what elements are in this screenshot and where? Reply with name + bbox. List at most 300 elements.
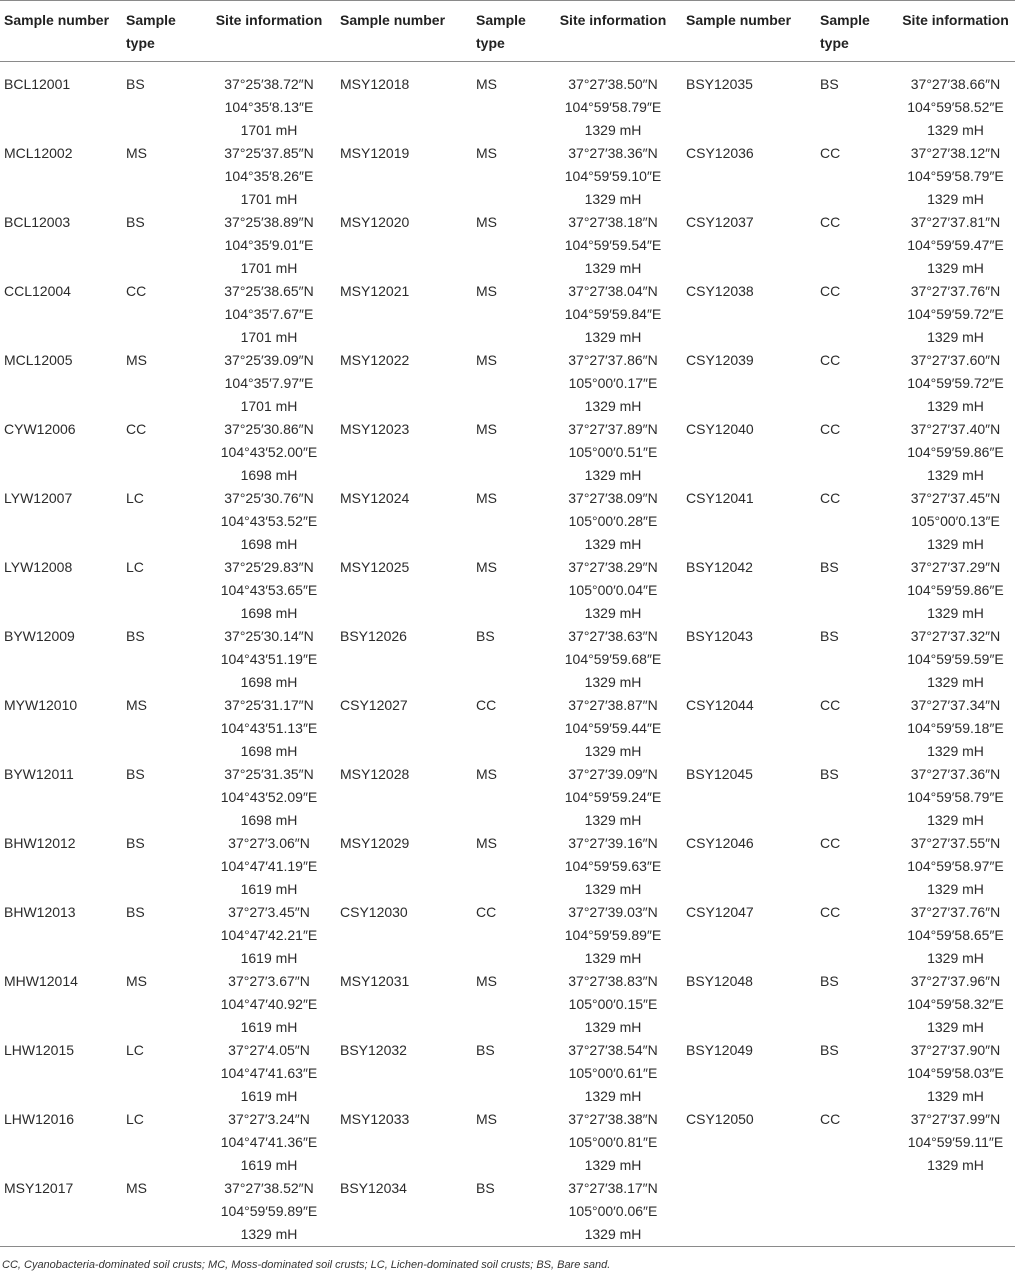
sample-number-cell: MSY12021 — [340, 283, 410, 299]
site-information-cell — [202, 211, 336, 280]
site-information-cell — [202, 625, 336, 694]
latitude-text: 37°27′37.40″N — [910, 421, 1001, 437]
latitude-text: 37°27′38.66″N — [910, 76, 1001, 92]
latitude-text: 37°27′38.18″N — [568, 214, 658, 230]
site-information-cell — [202, 901, 336, 970]
table-row — [0, 901, 1015, 970]
sample-type-cell: CC — [126, 421, 147, 437]
sample-number-cell: MSY12018 — [340, 76, 410, 92]
latitude-text: 37°27′37.34″N — [910, 697, 1001, 713]
altitude-text: 1329 mH — [584, 122, 642, 138]
longitude-text: 104°59′59.10″E — [564, 168, 662, 184]
longitude-text: 104°59′59.86″E — [907, 582, 1004, 598]
latitude-text: 37°27′37.99″N — [910, 1111, 1001, 1127]
latitude-text: 37°27′38.50″N — [568, 76, 658, 92]
table-header-row — [0, 1, 1015, 62]
site-information-cell — [896, 763, 1015, 832]
sample-number-cell: CSY12036 — [686, 145, 754, 161]
sample-type-cell: MS — [126, 145, 147, 161]
sample-type-cell: CC — [820, 214, 841, 230]
longitude-text: 104°59′58.65″E — [907, 927, 1004, 943]
latitude-text: 37°27′37.76″N — [910, 904, 1001, 920]
longitude-text: 105°00′0.61″E — [568, 1065, 658, 1081]
longitude-text: 105°00′0.81″E — [568, 1134, 658, 1150]
sample-type-cell: MS — [126, 1180, 147, 1196]
sample-type-cell: BS — [476, 1042, 495, 1058]
site-information-cell — [544, 625, 682, 694]
sample-number-cell: MSY12019 — [340, 145, 410, 161]
altitude-text: 1329 mH — [927, 398, 984, 414]
table-row — [0, 487, 1015, 556]
longitude-text: 104°35′7.97″E — [224, 375, 314, 391]
latitude-text: 37°27′3.45″N — [228, 904, 310, 920]
altitude-text: 1329 mH — [927, 812, 984, 828]
sample-type-cell: MS — [476, 1111, 497, 1127]
sample-type-cell: BS — [820, 559, 839, 575]
altitude-text: 1329 mH — [927, 1019, 984, 1035]
sample-number-cell: CSY12038 — [686, 283, 754, 299]
site-information-cell — [896, 280, 1015, 349]
altitude-text: 1329 mH — [584, 1088, 642, 1104]
latitude-text: 37°27′38.87″N — [568, 697, 658, 713]
table-row — [0, 418, 1015, 487]
table-row — [0, 211, 1015, 280]
altitude-text: 1329 mH — [584, 743, 642, 759]
sample-type-cell: MS — [476, 421, 497, 437]
table-row — [0, 280, 1015, 349]
sample-type-cell: BS — [126, 904, 145, 920]
header-sample-number: Sample number — [340, 12, 446, 28]
altitude-text: 1698 mH — [240, 467, 298, 483]
sample-number-cell: MSY12029 — [340, 835, 410, 851]
sample-number-cell: BSY12035 — [686, 76, 753, 92]
latitude-text: 37°27′37.29″N — [910, 559, 1001, 575]
table-row — [0, 349, 1015, 418]
latitude-text: 37°25′31.17″N — [224, 697, 314, 713]
longitude-text: 104°47′40.92″E — [220, 996, 318, 1012]
sample-number-cell: CSY12050 — [686, 1111, 754, 1127]
sample-type-cell: MS — [476, 214, 497, 230]
altitude-text: 1329 mH — [927, 674, 984, 690]
sample-number-cell: CSY12046 — [686, 835, 754, 851]
altitude-text: 1619 mH — [240, 1157, 298, 1173]
longitude-text: 104°59′59.59″E — [907, 651, 1004, 667]
sample-number-cell: MSY12017 — [4, 1180, 74, 1196]
longitude-text: 104°43′52.00″E — [220, 444, 318, 460]
sample-number-cell: MCL12002 — [4, 145, 73, 161]
sample-number-cell: CSY12047 — [686, 904, 754, 920]
latitude-text: 37°27′38.54″N — [568, 1042, 658, 1058]
site-information-cell — [202, 1177, 336, 1247]
sample-type-cell: CC — [820, 904, 841, 920]
altitude-text: 1698 mH — [240, 605, 298, 621]
table-footnote: CC, Cyanobacteria-dominated soil crusts; MC, Moss-dominated soil crusts; LC, Lichen-dominated soil crusts; BS, Bare sand. — [2, 1259, 611, 1271]
latitude-text: 37°27′38.29″N — [568, 559, 658, 575]
altitude-text: 1698 mH — [240, 743, 298, 759]
table-row — [0, 556, 1015, 625]
sample-type-cell: BS — [126, 628, 145, 644]
site-information-cell — [896, 970, 1015, 1039]
latitude-text: 37°27′37.89″N — [568, 421, 658, 437]
latitude-text: 37°27′37.81″N — [910, 214, 1001, 230]
table-row — [0, 694, 1015, 763]
longitude-text: 104°47′41.63″E — [220, 1065, 318, 1081]
latitude-text: 37°27′38.63″N — [568, 628, 658, 644]
sample-number-cell: CSY12039 — [686, 352, 754, 368]
sample-type-cell: MS — [476, 559, 497, 575]
longitude-text: 104°59′59.72″E — [907, 306, 1004, 322]
site-information-cell — [896, 901, 1015, 970]
site-information-cell — [896, 1039, 1015, 1108]
sample-type-cell: BS — [820, 973, 839, 989]
longitude-text: 105°00′0.06″E — [568, 1203, 658, 1219]
altitude-text: 1698 mH — [240, 674, 298, 690]
altitude-text: 1329 mH — [927, 1088, 984, 1104]
longitude-text: 104°43′51.13″E — [220, 720, 318, 736]
latitude-text: 37°25′29.83″N — [224, 559, 314, 575]
site-information-cell — [544, 487, 682, 556]
sample-number-cell: BSY12049 — [686, 1042, 753, 1058]
altitude-text: 1329 mH — [584, 260, 642, 276]
sample-number-cell: BSY12045 — [686, 766, 753, 782]
altitude-text: 1698 mH — [240, 812, 298, 828]
table-body — [0, 62, 1015, 1247]
sample-type-cell: MS — [476, 283, 497, 299]
longitude-text: 105°00′0.13″E — [911, 513, 1000, 529]
site-information-cell — [896, 211, 1015, 280]
latitude-text: 37°27′38.38″N — [568, 1111, 658, 1127]
longitude-text: 104°43′53.52″E — [220, 513, 318, 529]
sample-number-cell: CCL12004 — [4, 283, 71, 299]
latitude-text: 37°25′38.89″N — [224, 214, 314, 230]
sample-type-cell: CC — [820, 490, 841, 506]
altitude-text: 1701 mH — [240, 260, 298, 276]
site-information-cell — [544, 970, 682, 1039]
latitude-text: 37°25′30.14″N — [224, 628, 314, 644]
longitude-text: 104°59′59.44″E — [564, 720, 662, 736]
altitude-text: 1329 mH — [584, 674, 642, 690]
sample-type-cell: CC — [820, 283, 841, 299]
altitude-text: 1329 mH — [584, 191, 642, 207]
site-information-cell — [202, 694, 336, 763]
sample-type-cell: BS — [820, 1042, 839, 1058]
longitude-text: 104°47′42.21″E — [220, 927, 318, 943]
table-row — [0, 62, 1015, 143]
sample-type-cell: BS — [126, 835, 145, 851]
site-information-cell — [202, 418, 336, 487]
sample-number-cell: MYW12010 — [4, 697, 78, 713]
sample-number-cell: MHW12014 — [4, 973, 78, 989]
latitude-text: 37°27′37.96″N — [910, 973, 1001, 989]
sample-type-cell: CC — [476, 904, 497, 920]
sample-number-cell: CSY12044 — [686, 697, 754, 713]
altitude-text: 1329 mH — [584, 881, 642, 897]
longitude-text: 104°59′59.68″E — [564, 651, 662, 667]
site-information-cell — [544, 211, 682, 280]
altitude-text: 1329 mH — [927, 536, 984, 552]
site-information-cell — [896, 556, 1015, 625]
altitude-text: 1619 mH — [240, 950, 298, 966]
latitude-text: 37°27′39.09″N — [568, 766, 658, 782]
table-row — [0, 832, 1015, 901]
longitude-text: 104°43′51.19″E — [220, 651, 318, 667]
site-information-cell — [202, 763, 336, 832]
sample-type-cell: CC — [820, 1111, 841, 1127]
sample-number-cell: MSY12025 — [340, 559, 410, 575]
sample-number-cell: BSY12034 — [340, 1180, 407, 1196]
altitude-text: 1329 mH — [927, 1157, 984, 1173]
sample-type-cell: CC — [820, 835, 841, 851]
sample-type-cell — [816, 1177, 896, 1247]
site-information-cell — [896, 142, 1015, 211]
sample-number-cell: MSY12023 — [340, 421, 410, 437]
sample-type-cell: MS — [476, 490, 497, 506]
altitude-text: 1329 mH — [584, 329, 642, 345]
sample-type-cell: MS — [476, 766, 497, 782]
altitude-text: 1329 mH — [584, 1226, 642, 1242]
table-row — [0, 625, 1015, 694]
sample-type-cell: CC — [820, 352, 841, 368]
longitude-text: 104°35′8.13″E — [224, 99, 314, 115]
latitude-text: 37°25′38.72″N — [224, 76, 314, 92]
sample-type-cell: BS — [126, 214, 145, 230]
latitude-text: 37°27′37.76″N — [910, 283, 1001, 299]
latitude-text: 37°27′37.60″N — [910, 352, 1001, 368]
altitude-text: 1701 mH — [240, 398, 298, 414]
longitude-text: 105°00′0.15″E — [568, 996, 658, 1012]
sample-type-cell: CC — [820, 421, 841, 437]
sample-number-cell: BSY12042 — [686, 559, 753, 575]
site-information-cell — [544, 556, 682, 625]
sample-number-cell: CYW12006 — [4, 421, 76, 437]
table-row — [0, 1039, 1015, 1108]
altitude-text: 1701 mH — [240, 122, 298, 138]
sample-number-cell: MSY12024 — [340, 490, 410, 506]
sample-type-cell: LC — [126, 490, 144, 506]
longitude-text: 104°59′59.84″E — [564, 306, 662, 322]
longitude-text: 104°59′58.52″E — [907, 99, 1004, 115]
sample-type-cell: MS — [476, 76, 497, 92]
sample-type-cell: LC — [126, 559, 144, 575]
altitude-text: 1329 mH — [927, 605, 984, 621]
header-site-information: Site information — [559, 12, 667, 28]
site-information-cell — [202, 487, 336, 556]
sample-type-cell: BS — [126, 76, 145, 92]
sample-number-cell: MSY12028 — [340, 766, 410, 782]
sample-number-cell: MSY12022 — [340, 352, 410, 368]
site-information-cell — [896, 694, 1015, 763]
longitude-text: 104°43′52.09″E — [220, 789, 318, 805]
longitude-text: 104°59′59.89″E — [564, 927, 662, 943]
header-sample-type: Sample type — [126, 12, 176, 51]
latitude-text: 37°27′3.06″N — [228, 835, 310, 851]
longitude-text: 104°59′58.97″E — [907, 858, 1004, 874]
sample-number-cell: LHW12015 — [4, 1042, 75, 1058]
altitude-text: 1701 mH — [240, 329, 298, 345]
longitude-text: 104°47′41.36″E — [220, 1134, 318, 1150]
site-information-cell — [202, 970, 336, 1039]
longitude-text: 104°59′58.79″E — [564, 99, 662, 115]
site-information-cell — [544, 694, 682, 763]
latitude-text: 37°27′38.36″N — [568, 145, 658, 161]
sample-type-cell: BS — [476, 1180, 495, 1196]
latitude-text: 37°27′3.24″N — [228, 1111, 310, 1127]
sample-type-cell: BS — [820, 766, 839, 782]
site-information-cell — [202, 62, 336, 143]
header-site-information: Site information — [215, 12, 323, 28]
latitude-text: 37°25′30.86″N — [224, 421, 314, 437]
sample-number-cell: MSY12031 — [340, 973, 410, 989]
longitude-text: 104°59′59.18″E — [907, 720, 1004, 736]
latitude-text: 37°25′38.65″N — [224, 283, 314, 299]
longitude-text: 104°59′59.72″E — [907, 375, 1004, 391]
sample-number-cell: CSY12041 — [686, 490, 754, 506]
site-information-cell — [202, 1039, 336, 1108]
latitude-text: 37°27′38.52″N — [224, 1180, 314, 1196]
site-information-cell — [544, 280, 682, 349]
latitude-text: 37°27′37.36″N — [910, 766, 1001, 782]
sample-type-cell: LC — [126, 1111, 144, 1127]
longitude-text: 104°35′8.26″E — [224, 168, 314, 184]
longitude-text: 105°00′0.17″E — [568, 375, 658, 391]
sample-type-cell: MS — [476, 352, 497, 368]
sample-type-cell: BS — [820, 628, 839, 644]
latitude-text: 37°27′39.03″N — [568, 904, 658, 920]
sample-number-cell: BHW12012 — [4, 835, 76, 851]
sample-number-cell: LYW12007 — [4, 490, 73, 506]
site-information-cell — [896, 625, 1015, 694]
site-information-cell — [202, 280, 336, 349]
site-information-cell — [896, 418, 1015, 487]
sample-number-cell: BYW12011 — [4, 766, 74, 782]
altitude-text: 1619 mH — [240, 881, 298, 897]
latitude-text: 37°27′4.05″N — [228, 1042, 310, 1058]
longitude-text: 104°59′59.54″E — [564, 237, 662, 253]
altitude-text: 1698 mH — [240, 536, 298, 552]
site-information-cell — [202, 142, 336, 211]
table-row — [0, 1177, 1015, 1247]
sample-number-cell: LYW12008 — [4, 559, 73, 575]
sample-number-cell: BSY12048 — [686, 973, 753, 989]
sample-number-cell: BSY12032 — [340, 1042, 407, 1058]
site-information-cell — [544, 763, 682, 832]
latitude-text: 37°27′37.90″N — [910, 1042, 1001, 1058]
latitude-text: 37°27′3.67″N — [228, 973, 310, 989]
altitude-text: 1619 mH — [240, 1019, 298, 1035]
altitude-text: 1619 mH — [240, 1088, 298, 1104]
longitude-text: 104°59′58.79″E — [907, 168, 1004, 184]
sample-number-cell: BSY12043 — [686, 628, 753, 644]
table-row — [0, 142, 1015, 211]
sample-number-cell: MCL12005 — [4, 352, 73, 368]
sample-number-cell: BSY12026 — [340, 628, 407, 644]
altitude-text: 1329 mH — [584, 467, 642, 483]
altitude-text: 1329 mH — [927, 329, 984, 345]
sample-type-cell: MS — [476, 145, 497, 161]
longitude-text: 104°59′59.11″E — [907, 1134, 1004, 1150]
site-information-cell — [202, 832, 336, 901]
sample-type-cell: MS — [126, 352, 147, 368]
sample-number-cell: LHW12016 — [4, 1111, 75, 1127]
site-information-cell — [544, 1177, 682, 1247]
longitude-text: 104°59′59.63″E — [564, 858, 662, 874]
sample-type-cell: MS — [126, 973, 147, 989]
site-information-cell — [544, 142, 682, 211]
longitude-text: 104°59′58.32″E — [907, 996, 1004, 1012]
longitude-text: 104°59′59.24″E — [564, 789, 662, 805]
sample-type-cell: MS — [476, 973, 497, 989]
sample-number-cell: CSY12040 — [686, 421, 754, 437]
sample-type-cell: MS — [126, 697, 147, 713]
site-information-cell — [544, 1039, 682, 1108]
sample-type-cell: CC — [820, 697, 841, 713]
longitude-text: 105°00′0.04″E — [568, 582, 658, 598]
sample-number-cell: CSY12030 — [340, 904, 408, 920]
altitude-text: 1329 mH — [927, 122, 984, 138]
site-information-cell — [544, 832, 682, 901]
latitude-text: 37°25′30.76″N — [224, 490, 314, 506]
longitude-text: 105°00′0.51″E — [568, 444, 658, 460]
altitude-text: 1329 mH — [584, 536, 642, 552]
site-information-cell — [544, 901, 682, 970]
longitude-text: 104°35′7.67″E — [224, 306, 314, 322]
longitude-text: 104°59′58.03″E — [907, 1065, 1004, 1081]
latitude-text: 37°25′31.35″N — [224, 766, 314, 782]
header-site-information: Site information — [902, 12, 1009, 28]
latitude-text: 37°27′38.09″N — [568, 490, 658, 506]
site-information-cell — [202, 1108, 336, 1177]
header-sample-number: Sample number — [4, 12, 110, 28]
sample-type-cell: CC — [126, 283, 147, 299]
table-row — [0, 1108, 1015, 1177]
site-information-cell — [896, 349, 1015, 418]
site-information-cell — [896, 1108, 1015, 1177]
latitude-text: 37°25′37.85″N — [224, 145, 314, 161]
altitude-text: 1329 mH — [584, 1157, 642, 1173]
longitude-text: 104°35′9.01″E — [224, 237, 314, 253]
longitude-text: 105°00′0.28″E — [568, 513, 658, 529]
altitude-text: 1329 mH — [584, 398, 642, 414]
table-row — [0, 970, 1015, 1039]
sample-number-cell: MSY12020 — [340, 214, 410, 230]
latitude-text: 37°27′38.17″N — [568, 1180, 658, 1196]
altitude-text: 1329 mH — [927, 881, 984, 897]
latitude-text: 37°27′37.32″N — [910, 628, 1001, 644]
altitude-text: 1329 mH — [927, 950, 984, 966]
altitude-text: 1701 mH — [240, 191, 298, 207]
longitude-text: 104°59′59.86″E — [907, 444, 1004, 460]
altitude-text: 1329 mH — [584, 950, 642, 966]
sample-number-cell: CSY12037 — [686, 214, 754, 230]
latitude-text: 37°27′37.55″N — [910, 835, 1001, 851]
site-information-cell — [544, 1108, 682, 1177]
sample-type-cell: BS — [126, 766, 145, 782]
sample-number-cell: MSY12033 — [340, 1111, 410, 1127]
site-information-cell — [896, 1177, 1015, 1247]
site-information-cell — [544, 349, 682, 418]
longitude-text: 104°59′59.47″E — [907, 237, 1004, 253]
latitude-text: 37°27′39.16″N — [568, 835, 658, 851]
sample-type-cell: BS — [476, 628, 495, 644]
header-sample-number: Sample number — [686, 12, 792, 28]
longitude-text: 104°59′58.79″E — [907, 789, 1004, 805]
site-information-cell — [202, 556, 336, 625]
sample-type-cell: BS — [820, 76, 839, 92]
site-information-cell — [896, 62, 1015, 143]
altitude-text: 1329 mH — [927, 743, 984, 759]
altitude-text: 1329 mH — [240, 1226, 298, 1242]
latitude-text: 37°27′38.12″N — [910, 145, 1001, 161]
